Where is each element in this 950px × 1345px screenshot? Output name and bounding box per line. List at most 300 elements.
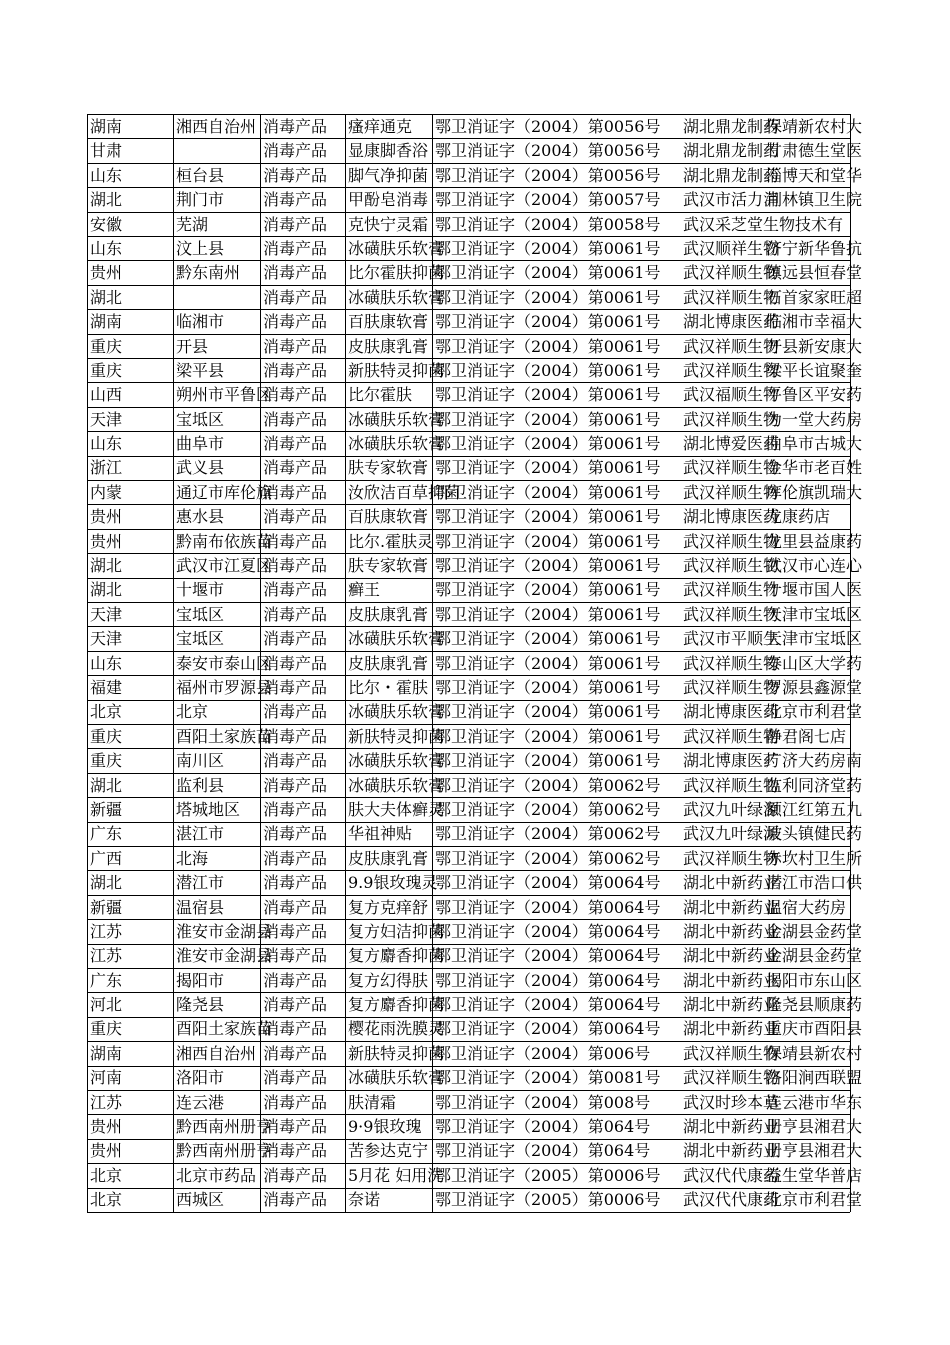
manufacturer-cell: 武汉祥顺生物 <box>683 482 780 502</box>
product-cell: 樱花雨洗膜灵 <box>348 1019 445 1039</box>
manufacturer-cell: 湖北中新药业 <box>683 946 780 966</box>
license-cell: 鄂卫消证字（2004）第0061号 <box>435 336 661 356</box>
city-cell: 开县 <box>176 336 209 356</box>
category-cell: 消毒产品 <box>263 1043 328 1063</box>
product-cell: 冰磺肤乐软膏 <box>348 409 445 429</box>
product-cell: 新肤特灵抑菌 <box>348 360 445 380</box>
product-cell: 冰磺肤乐软膏 <box>348 629 445 649</box>
city-cell: 十堰市 <box>176 580 225 600</box>
category-cell: 消毒产品 <box>263 751 328 771</box>
province-cell: 江苏 <box>90 921 123 941</box>
manufacturer-cell: 武汉祥顺生物 <box>683 653 780 673</box>
retailer-cell: 济宁新华鲁抗 <box>766 238 863 258</box>
manufacturer-cell: 湖北中新药业 <box>683 970 780 990</box>
retailer-cell: 赤坎村卫生所 <box>766 848 863 868</box>
category-cell: 消毒产品 <box>263 629 328 649</box>
category-cell: 消毒产品 <box>263 434 328 454</box>
product-cell: 百肤康软膏 <box>348 312 429 332</box>
category-cell: 消毒产品 <box>263 531 328 551</box>
retailer-cell: 北京市利君堂 <box>766 702 863 722</box>
province-cell: 浙江 <box>90 458 123 478</box>
manufacturer-cell: 武汉祥顺生物 <box>683 677 780 697</box>
manufacturer-cell: 湖北中新药业 <box>683 1141 780 1161</box>
product-cell: 皮肤康乳膏 <box>348 336 429 356</box>
city-cell: 宝坻区 <box>176 604 225 624</box>
license-cell: 鄂卫消证字（2004）第0062号 <box>435 799 661 819</box>
retailer-cell: 荆林镇卫生院 <box>766 190 863 210</box>
retailer-cell: 重庆市酉阳县 <box>766 1019 863 1039</box>
product-cell: 冰磺肤乐软膏 <box>348 287 445 307</box>
retailer-cell: 武汉市心连心 <box>766 556 863 576</box>
city-cell: 隆尧县 <box>176 995 225 1015</box>
category-cell: 消毒产品 <box>263 214 328 234</box>
license-cell: 鄂卫消证字（2004）第0081号 <box>435 1068 661 1088</box>
manufacturer-cell: 武汉祥顺生物 <box>683 409 780 429</box>
table-row <box>87 1041 863 1065</box>
table-body <box>87 114 863 1212</box>
table-row <box>87 358 863 382</box>
retailer-cell: 镇远县恒春堂 <box>766 263 863 283</box>
retailer-cell: 保靖县新农村 <box>766 1043 863 1063</box>
table-row <box>87 431 863 455</box>
province-cell: 湖南 <box>90 1043 123 1063</box>
product-cell: 9·9银玫瑰 <box>348 1117 422 1137</box>
city-cell: 宝坻区 <box>176 409 225 429</box>
product-cell: 皮肤康乳膏 <box>348 653 429 673</box>
table-row <box>87 114 863 138</box>
retailer-cell: 隆尧县顺康药 <box>766 995 863 1015</box>
license-cell: 鄂卫消证字（2004）第0064号 <box>435 946 661 966</box>
manufacturer-cell: 武汉祥顺生物 <box>683 556 780 576</box>
province-cell: 新疆 <box>90 799 123 819</box>
category-cell: 消毒产品 <box>263 141 328 161</box>
retailer-cell: 坡头镇健民药 <box>766 824 863 844</box>
city-cell: 北海 <box>176 848 209 868</box>
city-cell: 朔州市平鲁区 <box>176 385 273 405</box>
manufacturer-cell: 武汉祥顺生物 <box>683 726 780 746</box>
product-cell: 冰磺肤乐软膏 <box>348 434 445 454</box>
city-cell <box>173 138 176 162</box>
manufacturer-cell: 湖北博康医药 <box>683 751 780 771</box>
manufacturer-cell: 湖北鼎龙制药 <box>683 117 780 136</box>
product-cell: 克快宁灵霜 <box>348 214 429 234</box>
product-cell: 冰磺肤乐软膏 <box>348 1068 445 1088</box>
manufacturer-cell: 湖北鼎龙制药 <box>683 165 780 185</box>
manufacturer-cell: 武汉祥顺生物 <box>683 775 780 795</box>
license-cell: 鄂卫消证字（2004）第0061号 <box>435 482 661 502</box>
license-cell: 鄂卫消证字（2004）第0061号 <box>435 409 661 429</box>
retailer-cell: 温宿大药房 <box>766 897 847 917</box>
city-cell: 温宿县 <box>176 897 225 917</box>
province-cell: 湖北 <box>90 580 123 600</box>
product-cell: 9.9银玫瑰灵 <box>348 873 438 893</box>
product-cell: 肤清霜 <box>348 1092 397 1112</box>
category-cell: 消毒产品 <box>263 604 328 624</box>
license-cell: 鄂卫消证字（2004）第0064号 <box>435 970 661 990</box>
product-cell: 肤专家软膏 <box>348 458 429 478</box>
city-cell: 黔西南州册亨 <box>176 1117 273 1137</box>
product-cell: 肤专家软膏 <box>348 556 429 576</box>
city-cell: 临湘市 <box>176 312 225 332</box>
table-row <box>87 773 863 797</box>
province-cell: 江苏 <box>90 946 123 966</box>
category-cell: 消毒产品 <box>263 921 328 941</box>
retailer-cell: 石首家家旺超 <box>766 287 863 307</box>
manufacturer-cell: 武汉采芝堂生物技术有 <box>683 214 844 234</box>
table-row <box>87 1187 863 1211</box>
product-cell: 显康脚香浴 <box>348 141 429 161</box>
category-cell: 消毒产品 <box>263 848 328 868</box>
license-cell: 鄂卫消证字（2004）第008号 <box>435 1092 651 1112</box>
manufacturer-cell: 武汉祥顺生物 <box>683 287 780 307</box>
product-cell: 汝欣洁百草抑菌 <box>348 482 461 502</box>
province-cell: 湖北 <box>90 775 123 795</box>
license-cell: 鄂卫消证字（2004）第064号 <box>435 1117 651 1137</box>
retailer-cell: 益生堂华普店 <box>766 1165 863 1185</box>
province-cell: 湖北 <box>90 190 123 210</box>
retailer-cell: 金华市老百姓 <box>766 458 863 478</box>
retailer-cell: 洛阳涧西联盟 <box>766 1068 863 1088</box>
province-cell: 山东 <box>90 238 123 258</box>
city-cell: 汶上县 <box>176 238 225 258</box>
province-cell: 贵州 <box>90 507 123 527</box>
province-cell: 北京 <box>90 1165 123 1185</box>
table-row <box>87 992 863 1016</box>
table-row <box>87 504 850 528</box>
table-row <box>87 553 863 577</box>
manufacturer-cell: 武汉市活力消 <box>683 190 780 210</box>
table-row <box>87 1163 863 1187</box>
license-cell: 鄂卫消证字（2005）第0006号 <box>435 1190 661 1210</box>
category-cell: 消毒产品 <box>263 1117 328 1137</box>
product-cell: 肤大夫体癣灵 <box>348 799 445 819</box>
city-cell: 桓台县 <box>176 165 225 185</box>
product-cell: 复方妇洁抑菌 <box>348 921 445 941</box>
province-cell: 山东 <box>90 434 123 454</box>
city-cell: 湘西自治州 <box>176 1043 257 1063</box>
retailer-cell: 天津市宝坻区 <box>766 604 863 624</box>
product-cell: 复方幻得肤 <box>348 970 429 990</box>
city-cell: 连云港 <box>176 1092 225 1112</box>
product-cell: 新肤特灵抑菌 <box>348 726 445 746</box>
manufacturer-cell: 湖北鼎龙制药 <box>683 141 780 161</box>
table-row <box>87 821 863 845</box>
product-cell: 冰磺肤乐软膏 <box>348 238 445 258</box>
product-cell: 冰磺肤乐软膏 <box>348 751 445 771</box>
province-cell: 山西 <box>90 385 123 405</box>
table-row <box>87 626 863 650</box>
manufacturer-cell: 武汉九叶绿源 <box>683 799 780 819</box>
license-cell: 鄂卫消证字（2004）第0062号 <box>435 775 661 795</box>
retailer-cell: 龙康药店 <box>766 507 831 527</box>
manufacturer-cell: 武汉祥顺生物 <box>683 604 780 624</box>
retailer-cell: 金湖县金药堂 <box>766 921 863 941</box>
category-cell: 消毒产品 <box>263 1190 328 1210</box>
city-cell: 西城区 <box>176 1190 225 1210</box>
product-cell: 皮肤康乳膏 <box>348 604 429 624</box>
license-cell: 鄂卫消证字（2004）第0064号 <box>435 873 661 893</box>
license-cell: 鄂卫消证字（2004）第0061号 <box>435 726 661 746</box>
city-cell: 南川区 <box>176 751 225 771</box>
retailer-cell: 罗源县鑫源堂 <box>766 677 863 697</box>
city-cell: 武汉市江夏区 <box>176 556 273 576</box>
retailer-cell: 天津市宝坻区 <box>766 629 863 649</box>
category-cell: 消毒产品 <box>263 897 328 917</box>
table-row <box>87 382 863 406</box>
manufacturer-cell: 湖北博康医药 <box>683 312 780 332</box>
city-cell: 北京市药品 <box>176 1165 257 1185</box>
license-cell: 鄂卫消证字（2004）第0062号 <box>435 848 661 868</box>
license-cell: 鄂卫消证字（2004）第0064号 <box>435 995 661 1015</box>
table-row <box>87 846 863 870</box>
province-cell: 河南 <box>90 1068 123 1088</box>
category-cell: 消毒产品 <box>263 507 328 527</box>
license-cell: 鄂卫消证字（2004）第0056号 <box>435 141 661 161</box>
category-cell: 消毒产品 <box>263 238 328 258</box>
table-row <box>87 1138 863 1162</box>
product-cell: 百肤康软膏 <box>348 507 429 527</box>
manufacturer-cell: 湖北中新药业 <box>683 921 780 941</box>
city-cell: 梁平县 <box>176 360 225 380</box>
manufacturer-cell: 武汉祥顺生物 <box>683 1043 780 1063</box>
retailer-cell: 曲阜市古城大 <box>766 434 863 454</box>
province-cell: 天津 <box>90 604 123 624</box>
retailer-cell: 泰山区大学药 <box>766 653 863 673</box>
retailer-cell: 连云港市华东 <box>766 1092 863 1112</box>
city-cell: 北京 <box>176 702 209 722</box>
city-cell: 监利县 <box>176 775 225 795</box>
province-cell: 湖南 <box>90 312 123 332</box>
category-cell: 消毒产品 <box>263 1019 328 1039</box>
product-cell: 奈诺 <box>348 1190 381 1210</box>
license-cell: 鄂卫消证字（2004）第0058号 <box>435 214 661 234</box>
retailer-cell: 额江红第五九 <box>766 799 863 819</box>
city-cell: 塔城地区 <box>176 799 241 819</box>
table-row <box>87 943 863 967</box>
table-row <box>87 163 863 187</box>
city-cell: 潜江市 <box>176 873 225 893</box>
data-table <box>87 114 863 1212</box>
city-cell: 武义县 <box>176 458 225 478</box>
retailer-cell: 揭阳市东山区 <box>766 970 863 990</box>
province-cell: 天津 <box>90 409 123 429</box>
retailer-cell: 临湘市幸福大 <box>766 312 863 332</box>
province-cell: 新疆 <box>90 897 123 917</box>
product-cell: 比尔霍肤 <box>348 385 413 405</box>
city-cell: 酉阳土家族苗 <box>176 726 273 746</box>
retailer-cell: 平鲁区平安药 <box>766 385 863 405</box>
province-cell: 重庆 <box>90 336 123 356</box>
city-cell: 酉阳土家族苗 <box>176 1019 273 1039</box>
category-cell: 消毒产品 <box>263 165 328 185</box>
category-cell: 消毒产品 <box>263 482 328 502</box>
product-cell: 5月花 妇用洗 <box>348 1165 444 1185</box>
product-cell: 瘙痒通克 <box>348 117 413 136</box>
category-cell: 消毒产品 <box>263 824 328 844</box>
province-cell: 北京 <box>90 702 123 722</box>
category-cell: 消毒产品 <box>263 385 328 405</box>
city-cell: 曲阜市 <box>176 434 225 454</box>
category-cell: 消毒产品 <box>263 677 328 697</box>
category-cell: 消毒产品 <box>263 970 328 990</box>
license-cell: 鄂卫消证字（2004）第0061号 <box>435 653 661 673</box>
license-cell: 鄂卫消证字（2004）第0061号 <box>435 507 661 527</box>
city-cell: 泰安市泰山区 <box>176 653 273 673</box>
province-cell: 山东 <box>90 653 123 673</box>
city-cell: 芜湖 <box>176 214 209 234</box>
category-cell: 消毒产品 <box>263 775 328 795</box>
city-cell: 湘西自治州 <box>176 117 257 136</box>
manufacturer-cell: 武汉代代康药 <box>683 1190 780 1210</box>
retailer-cell: 金湖县金药堂 <box>766 946 863 966</box>
manufacturer-cell: 湖北博康医药 <box>683 702 780 722</box>
manufacturer-cell: 武汉顺祥生物 <box>683 238 780 258</box>
category-cell: 消毒产品 <box>263 799 328 819</box>
license-cell: 鄂卫消证字（2004）第064号 <box>435 1141 651 1161</box>
category-cell: 消毒产品 <box>263 1141 328 1161</box>
manufacturer-cell: 武汉祥顺生物 <box>683 848 780 868</box>
province-cell: 贵州 <box>90 1141 123 1161</box>
manufacturer-cell: 湖北中新药业 <box>683 1019 780 1039</box>
table-row <box>87 309 863 333</box>
manufacturer-cell: 湖北中新药业 <box>683 1117 780 1137</box>
table-row <box>87 699 863 723</box>
license-cell: 鄂卫消证字（2004）第0061号 <box>435 434 661 454</box>
province-cell: 北京 <box>90 1190 123 1210</box>
province-cell: 甘肃 <box>90 141 123 161</box>
table-row <box>87 748 863 772</box>
license-cell: 鄂卫消证字（2004）第0061号 <box>435 702 661 722</box>
city-cell: 黔南布依族苗 <box>176 531 273 551</box>
product-cell: 皮肤康乳膏 <box>348 848 429 868</box>
license-cell: 鄂卫消证字（2004）第0056号 <box>435 117 661 136</box>
city-cell: 惠水县 <box>176 507 225 527</box>
product-cell: 脚气净抑菌 <box>348 165 429 185</box>
category-cell: 消毒产品 <box>263 190 328 210</box>
province-cell: 贵州 <box>90 1117 123 1137</box>
province-cell: 湖北 <box>90 556 123 576</box>
product-cell: 冰磺肤乐软膏 <box>348 775 445 795</box>
manufacturer-cell: 武汉祥顺生物 <box>683 360 780 380</box>
retailer-cell: 保靖新农村大 <box>766 117 863 136</box>
table-row <box>87 602 863 626</box>
manufacturer-cell: 武汉祥顺生物 <box>683 263 780 283</box>
manufacturer-cell: 湖北中新药业 <box>683 995 780 1015</box>
category-cell: 消毒产品 <box>263 360 328 380</box>
category-cell: 消毒产品 <box>263 653 328 673</box>
manufacturer-cell: 武汉祥顺生物 <box>683 531 780 551</box>
license-cell: 鄂卫消证字（2004）第0061号 <box>435 580 661 600</box>
retailer-cell: 开县新安康大 <box>766 336 863 356</box>
retailer-cell: 淄博天和堂华 <box>766 165 863 185</box>
category-cell: 消毒产品 <box>263 580 328 600</box>
table-row <box>87 334 863 358</box>
city-cell: 黔东南州 <box>176 263 241 283</box>
category-cell: 消毒产品 <box>263 1068 328 1088</box>
product-cell: 苦参达克宁 <box>348 1141 429 1161</box>
product-cell: 癣王 <box>348 580 381 600</box>
license-cell: 鄂卫消证字（2004）第0061号 <box>435 238 661 258</box>
city-cell: 淮安市金湖县 <box>176 946 273 966</box>
province-cell: 广西 <box>90 848 123 868</box>
city-cell: 福州市罗源县 <box>176 677 273 697</box>
table-row <box>87 919 863 943</box>
city-cell: 宝坻区 <box>176 629 225 649</box>
table-row <box>87 212 850 236</box>
retailer-cell: 潜江市浩口供 <box>766 873 863 893</box>
product-cell: 华祖神贴 <box>348 824 413 844</box>
license-cell: 鄂卫消证字（2004）第0057号 <box>435 190 661 210</box>
category-cell: 消毒产品 <box>263 1165 328 1185</box>
manufacturer-cell: 武汉祥顺生物 <box>683 580 780 600</box>
city-cell: 荆门市 <box>176 190 225 210</box>
table-row <box>87 724 850 748</box>
category-cell: 消毒产品 <box>263 946 328 966</box>
table-row <box>87 236 863 260</box>
category-cell: 消毒产品 <box>263 117 328 136</box>
category-cell: 消毒产品 <box>263 263 328 283</box>
table-row <box>87 455 863 479</box>
license-cell: 鄂卫消证字（2004）第0064号 <box>435 1019 661 1039</box>
table-row <box>87 651 863 675</box>
retailer-cell: 静君阁七店 <box>766 726 847 746</box>
province-cell: 山东 <box>90 165 123 185</box>
category-cell: 消毒产品 <box>263 873 328 893</box>
product-cell: 新肤特灵抑菌 <box>348 1043 445 1063</box>
category-cell: 消毒产品 <box>263 458 328 478</box>
license-cell: 鄂卫消证字（2004）第0056号 <box>435 165 661 185</box>
license-cell: 鄂卫消证字（2004）第0062号 <box>435 824 661 844</box>
table-row <box>87 870 863 894</box>
category-cell: 消毒产品 <box>263 1092 328 1112</box>
license-cell: 鄂卫消证字（2004）第0061号 <box>435 531 661 551</box>
table-row <box>87 407 863 431</box>
category-cell: 消毒产品 <box>263 287 328 307</box>
license-cell: 鄂卫消证字（2004）第0061号 <box>435 604 661 624</box>
table-row <box>87 1114 863 1138</box>
manufacturer-cell: 武汉时珍本草 <box>683 1092 780 1112</box>
province-cell: 广东 <box>90 824 123 844</box>
city-cell: 黔西南州册亨 <box>176 1141 273 1161</box>
city-cell <box>173 285 176 309</box>
license-cell: 鄂卫消证字（2004）第0061号 <box>435 556 661 576</box>
product-cell: 复方麝香抑菌 <box>348 995 445 1015</box>
license-cell: 鄂卫消证字（2004）第0061号 <box>435 751 661 771</box>
manufacturer-cell: 武汉市平顺生 <box>683 629 780 649</box>
category-cell: 消毒产品 <box>263 726 328 746</box>
retailer-cell: 十堰市国人医 <box>766 580 863 600</box>
city-cell: 通辽市库伦旗 <box>176 482 273 502</box>
license-cell: 鄂卫消证字（2004）第0061号 <box>435 263 661 283</box>
province-cell: 广东 <box>90 970 123 990</box>
category-cell: 消毒产品 <box>263 312 328 332</box>
province-cell: 湖北 <box>90 873 123 893</box>
table-row <box>87 1090 863 1114</box>
license-cell: 鄂卫消证字（2004）第0061号 <box>435 312 661 332</box>
retailer-cell: 库伦旗凯瑞大 <box>766 482 863 502</box>
table-row <box>87 797 863 821</box>
product-cell: 比尔.霍肤灵 <box>348 531 434 551</box>
retailer-cell: 广济大药房南 <box>766 751 863 771</box>
province-cell: 天津 <box>90 629 123 649</box>
license-cell: 鄂卫消证字（2004）第006号 <box>435 1043 651 1063</box>
province-cell: 福建 <box>90 677 123 697</box>
table-row <box>87 285 863 309</box>
license-cell: 鄂卫消证字（2004）第0061号 <box>435 677 661 697</box>
manufacturer-cell: 湖北中新药业 <box>683 897 780 917</box>
retailer-cell: 龙里县益康药 <box>766 531 863 551</box>
manufacturer-cell: 湖北博爱医药 <box>683 434 780 454</box>
